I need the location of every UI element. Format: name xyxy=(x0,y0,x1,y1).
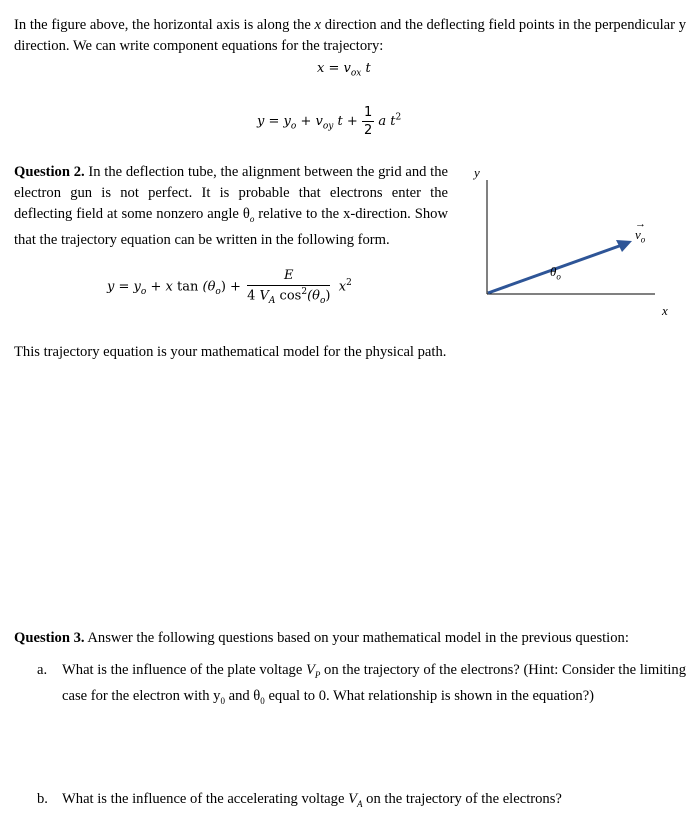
x-axis-label: x xyxy=(662,303,668,318)
one-half-fraction: $\frac{1}{2}$ xyxy=(363,105,373,138)
angle-label: $\theta_o$ xyxy=(550,264,561,282)
question-2-paragraph: Question 2. In the deflection tube, the alignment between the grid and the electron gun is not perfect. It is probable that electrons enter the deflecting field at some nonzero angle $\theta_o$ relative to the x-direction. Show that the trajectory equation can be written in the following form. xyxy=(14,164,449,248)
equation-x: $x = v_{ox}$ t xyxy=(317,61,371,79)
deflection-figure xyxy=(470,160,690,320)
equation-y: $y = y_o + v_{oy}$ t + $\frac{1}{2}$ a $t^2$ xyxy=(257,105,402,138)
question-3-paragraph: Question 3. Answer the following questions based on your mathematical model in the previous question: xyxy=(14,630,629,646)
question-3b-marker: b. xyxy=(37,791,48,807)
question-3a-marker: a. xyxy=(37,662,48,678)
question-3a-text: What is the influence of the plate voltage $V_P$ on the trajectory of the electrons? (Hint: Consider the limiting case for the electron with $y_0$ and $\theta_0$ equal to 0. What relationship is shown in the equation?) xyxy=(62,662,686,706)
figure-svg xyxy=(470,160,690,320)
y-axis-label: y xyxy=(474,165,480,180)
velocity-label: → $v_o$ xyxy=(635,218,646,245)
question-3b-text: What is the influence of the accelerating voltage $V_A$ on the trajectory of the electrons? xyxy=(62,791,562,809)
model-statement: This trajectory equation is your mathematical model for the physical path. xyxy=(14,344,447,360)
equation-trajectory: $y = y_o + x$ $\tan (\theta_o)$ + $\frac{E}{4 V_A \cos^2(\theta_o)}$ $x^2$ xyxy=(107,268,352,306)
field-fraction: $\frac{E}{4 V_A \cos^2(\theta_o)}$ xyxy=(247,268,331,306)
intro-paragraph: In the figure above, the horizontal axis is along the x direction and the deflecting field points in the perpendicular y direction. We can write component equations for the trajectory: xyxy=(14,17,686,54)
